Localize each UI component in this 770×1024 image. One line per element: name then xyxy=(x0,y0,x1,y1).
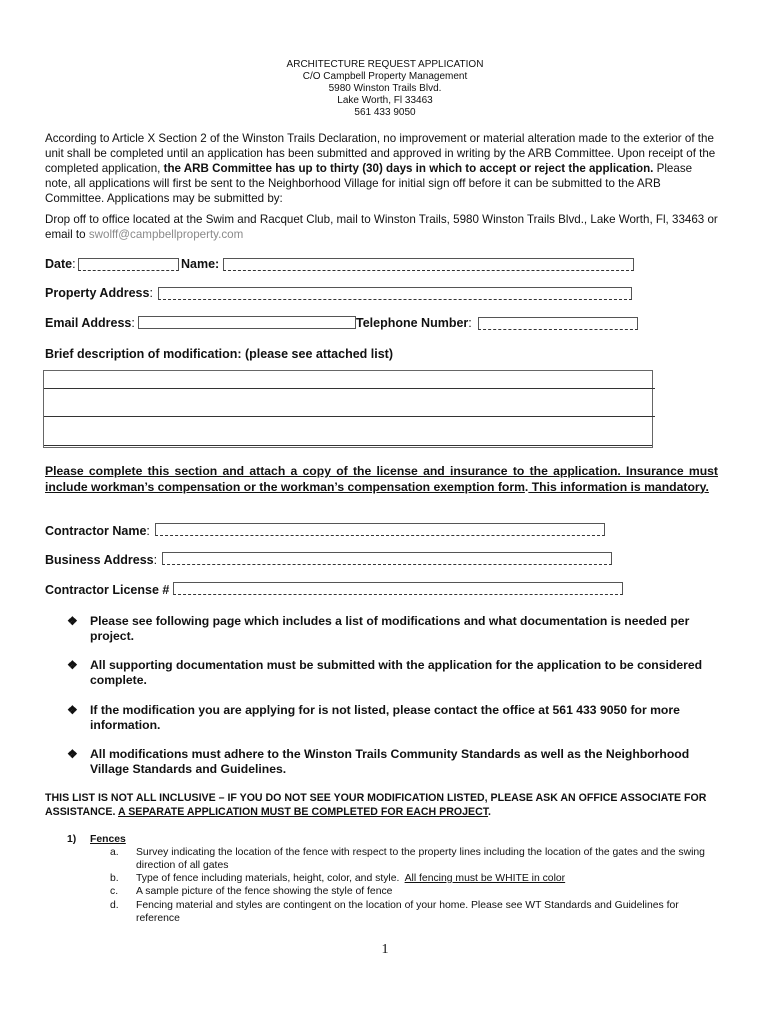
telephone-label: Telephone Number: xyxy=(356,316,472,330)
name-label: Name: xyxy=(181,257,220,271)
diamond-bullet-icon: ❖ xyxy=(67,658,78,672)
email-link[interactable]: swolff@campbellproperty.com xyxy=(88,228,244,241)
fences-d-mark: d. xyxy=(110,900,119,911)
contractor-name-field[interactable] xyxy=(155,523,605,536)
intro-paragraph xyxy=(45,131,721,206)
email-address-label: Email Address: xyxy=(45,316,135,330)
date-field[interactable] xyxy=(78,258,179,271)
diamond-bullet-icon: ❖ xyxy=(67,747,78,761)
contractor-license-field[interactable] xyxy=(173,582,623,595)
header-street: 5980 Winston Trails Blvd. xyxy=(328,83,442,94)
fences-b-mark: b. xyxy=(110,873,119,884)
property-address-label: Property Address: xyxy=(45,286,153,300)
fences-item-c: A sample picture of the fence showing the style of fence xyxy=(136,886,393,897)
intro-text-b: Please note, all applications will first be sent to the Neighborhood Village for initial sign off before it can be submitted to the ARB Committee. Applications may be submitted by: xyxy=(45,162,693,205)
date-label: Date: xyxy=(45,257,76,271)
business-address-field[interactable] xyxy=(162,552,612,565)
fences-a-mark: a. xyxy=(110,847,119,858)
submission-paragraph xyxy=(45,212,721,242)
description-line xyxy=(44,416,655,417)
fences-item-d: Fencing material and styles are contingent on the location of your home. Please see WT Standards and Guidelines for reference xyxy=(136,900,679,924)
diamond-bullet-icon: ❖ xyxy=(67,703,78,717)
page-number: 1 xyxy=(381,942,389,957)
submission-text: Drop off to office located at the Swim and Racquet Club, mail to Winston Trails, 5980 Winston Trails Blvd., Lake Worth, Fl, 33463 or email to xyxy=(45,213,718,241)
intro-text-a: According to Article X Section 2 of the Winston Trails Declaration, no improvement or material alteration made to the exterior of the unit shall be completed until an application has been submitted and approved in writing by the ARB Committee. Upon receipt of the completed application, xyxy=(45,132,716,175)
description-line xyxy=(44,388,655,389)
fences-heading: Fences xyxy=(90,834,126,845)
header-city: Lake Worth, Fl 33463 xyxy=(337,95,433,106)
fences-number: 1) xyxy=(67,834,77,845)
intro-text-bold: the ARB Committee has up to thirty (30) days in which to accept or reject the application. xyxy=(163,162,654,175)
header-phone: 561 433 9050 xyxy=(354,107,416,118)
page: ARCHITECTURE REQUEST APPLICATION C/O Campbell Property Management 5980 Winston Trails Blvd. Lake Worth, Fl 33463 561 433 9050 According to Article X Section 2 of the Winston Trails Declaration, no improvement or material alteration made to the exterior of the unit shall be completed until an application has been submitted and approved in writing by the ARB Committee. Upon receipt of the completed application, the ARB Committee has up to thirty (30) days in which to accept or reject the application. Please note, all applications will first be sent to the Neighborhood Village for initial sign off before it can be submitted to the ARB Committee. Applications may be submitted by: Drop off to office located at the Swim and Racquet Club, mail to Winston Trails, 5980 Winston Trails Blvd., Lake Worth, Fl, 33463 or email to swolff@campbellproperty.com Date: Name: Property Address: Email Address: Telephone Number: Brief description of modification: (please see attached list) Please complete this section and attach a copy of the license and insurance to the application. Insurance must include workman’s compensation or the workman’s compensation exemption form. This information is mandatory. Contractor Name: Business Address: Contractor License # ❖ Please see following page which includes a list of modifications and what documentation is needed per project. ❖ All supporting documentation must be submitted with the application for the application to be considered complete. ❖ If the modification you are applying for is not listed, please contact the office at 561 433 9050 for more information. ❖ All modifications must adhere to the Winston Trails Community Standards as well as the Neighborhood Village Standards and Guidelines. THIS LIST IS NOT ALL INCLUSIVE – IF YOU DO NOT SEE YOUR MODIFICATION LISTED, PLEASE ASK AN OFFICE ASSOCIATE FOR ASSISTANCE. A SEPARATE APPLICATION MUST BE COMPLETED FOR EACH PROJECT. 1) Fences a. Survey indicating the location of the fence with respect to the property lines including the location of the gates and the swing direction of all gates b. Type of fence including materials, height, color, and style. All fencing must be WHITE in color c. A sample picture of the fence showing the style of fence d. Fencing material and styles are contingent on the location of your home. Please see WT Standards and Guidelines for reference 1 xyxy=(0,0,770,1024)
header-title: ARCHITECTURE REQUEST APPLICATION xyxy=(286,59,484,70)
inclusive-notice: THIS LIST IS NOT ALL INCLUSIVE – IF YOU DO NOT SEE YOUR MODIFICATION LISTED, PLEASE ASK AN OFFICE ASSOCIATE FOR ASSISTANCE. A SEPARATE APPLICATION MUST BE COMPLETED FOR EACH PROJECT. xyxy=(45,792,707,818)
contractor-notice: Please complete this section and attach a copy of the license and insurance to the application. Insurance must include workman’s compensation or the workman’s compensation exemption form. This information is mandatory. xyxy=(45,464,718,494)
name-field[interactable] xyxy=(223,258,634,271)
diamond-bullet-icon: ❖ xyxy=(67,614,78,628)
contractor-notice-text-a: Please complete this section and attach a copy of the license and insurance to the application. Insurance must include workman’s compensation or the workman’s compensation exemption form xyxy=(45,464,718,494)
description-label: Brief description of modification: (please see attached list) xyxy=(45,347,393,361)
fences-c-mark: c. xyxy=(110,886,119,897)
email-address-field[interactable] xyxy=(138,316,356,329)
contractor-name-label: Contractor Name: xyxy=(45,524,150,538)
header-company: C/O Campbell Property Management xyxy=(302,71,468,82)
property-address-field[interactable] xyxy=(158,287,632,300)
telephone-field[interactable] xyxy=(478,317,638,330)
contractor-notice-text-b: This information is mandatory. xyxy=(528,479,709,494)
business-address-label: Business Address: xyxy=(45,553,158,567)
description-line xyxy=(44,445,652,446)
fences-item-a: Survey indicating the location of the fence with respect to the property lines including the location of the gates and the swing direction of all gates xyxy=(136,847,705,871)
description-field[interactable] xyxy=(43,370,653,448)
contractor-license-label: Contractor License # xyxy=(45,583,170,597)
fences-item-b: Type of fence including materials, height, color, and style. All fencing must be WHITE in color xyxy=(136,873,566,884)
